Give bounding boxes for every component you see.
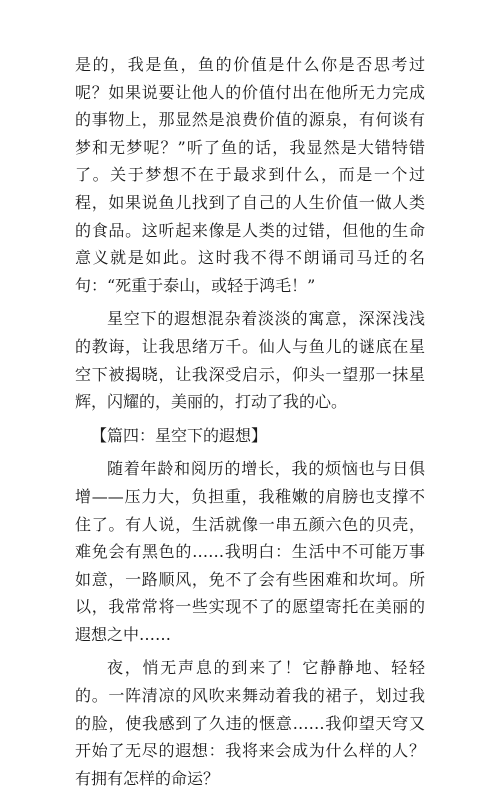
paragraph-3: 随着年龄和阅历的增长，我的烦恼也与日俱增——压力大，负担重，我稚嫩的肩膀也支撑不住了。有人说，生活就像一串五颜六色的贝壳，难免会有黑色的……我明白：生活中不可能万事如意，一路顺风，免不了会有些困难和坎坷。所以，我常常将一些实现不了的愿望寄托在美丽的遐想之中…… [75, 459, 425, 644]
section-heading: 【篇四：星空下的遐想】 [91, 425, 268, 445]
paragraph-2: 星空下的遐想混杂着淡淡的寓意，深深浅浅的教诲，让我思绪万千。仙人与鱼儿的谜底在星空下被揭晓，让我深受启示，仰头一望那一抹星辉，闪耀的，美丽的，打动了我的心。 [75, 309, 425, 412]
document-body [75, 51, 425, 792]
paragraph-4: 夜，悄无声息的到来了！它静静地、轻轻的。一阵清凉的风吹来舞动着我的裙子，划过我的脸，使我感到了久违的惬意……我仰望天穹又开始了无尽的遐想：我将来会成为什么样的人？有拥有怎样的命运？ [75, 658, 425, 788]
paragraph-1: 是的，我是鱼，鱼的价值是什么你是否思考过呢？如果说要让他人的价值付出在他所无力完成的事物上，那显然是浪费价值的源泉，有何谈有梦和无梦呢？”听了鱼的话，我显然是大错特错了。关于梦想不在于最求到什么，而是一个过程，如果说鱼儿找到了自己的人生价值一做人类的食品。这听起来像是人类的过错，但他的生命意义就是如此。这时我不得不朗诵司马迁的名句：“死重于泰山，或轻于鸿毛！” [75, 55, 425, 295]
